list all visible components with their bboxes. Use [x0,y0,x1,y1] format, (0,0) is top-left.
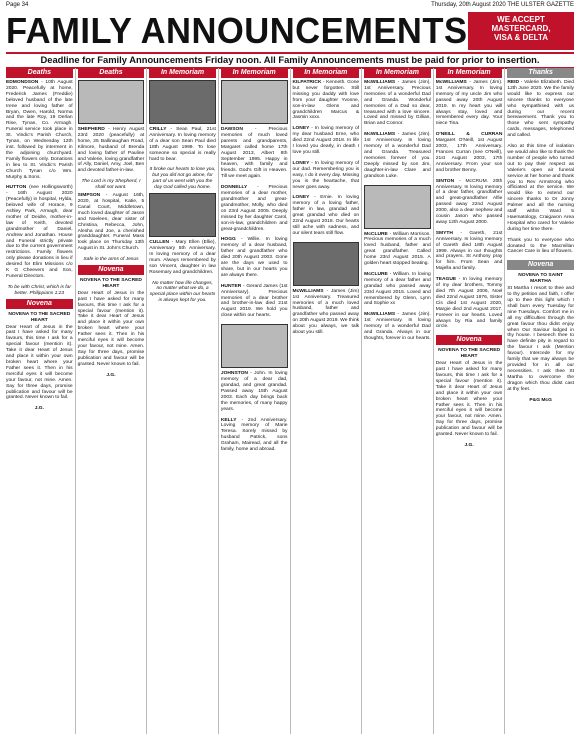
payment-badge [468,12,574,50]
column-6 [434,68,506,734]
notice-text: - James (Jim). 1st Anniversary. In loving memory of a wonderful Dad and Granda. Always in our thoughts, forever in our hearts. [364,312,431,341]
notice [78,193,145,252]
notice [6,185,73,280]
badge-line3: VISA & DELTA [493,33,549,42]
notice-name: EDMONDSON [6,80,39,85]
notice [221,371,288,412]
notice [6,80,73,180]
novena-text: St Martha I resort to thee and to thy petition and faith, I offer up to thee this light which I shall burn every Tuesday for nine Tuesdays. Comfort me in all my difficulties through the great favour thou didst enjoy when Our Saviour lodged in thy house. I beseech thee to have definite pity in regard to the favour I ask (Mention favour). Intercede for my family that we may always be provided for in all our necessities. I ask thee St Martha to overcome the dragon which thou didst cast at thy feet. [507,286,574,392]
notice [507,144,574,233]
photo [221,324,288,368]
notice-text: - John. In loving memory of a dear dad, grandad, and great grandad. Passed away 15th August 2003. Each day brings back the memories, of many happy years. [220,371,288,412]
photo [221,80,288,124]
notice-name: DAWSON [220,127,243,132]
column-7 [505,68,576,734]
column-heading: Thanks [507,68,574,78]
notice [436,132,503,173]
notice [221,237,288,278]
photo [364,185,431,229]
notice-name: CRILLY [149,127,167,132]
notice-text: Margaret O'Neill, 1st August 2003, 17th Anniversary. Frances Curran (nee O'Neill), 21st August 2003, 17th Anniversary. From your son and brother Benny. [435,138,503,173]
badge-line2: MASTERCARD, [491,24,551,33]
notice [149,127,216,162]
notice-name: SIMPSON [77,193,101,199]
notice-text: - James (Jim) 1st Anniversary. Treasured memories of a much loved husband, father and grandfather who passed away on 20th August 2019. We think about you always, we talk about you still. [292,288,360,336]
novena-title: NOVENA TO THE SACRED HEART [79,278,142,289]
notice-name: McWILLIAMS [364,312,396,318]
notice-text: - Willie. In loving memory of a dear husband, father and grandfather who died 20th August 2003. Gone are the days we used to share, but in our hearts you are always there. [220,237,288,278]
photo [293,242,360,286]
notice [293,80,360,121]
novena-text: Dear Heart of Jesus in the past I have asked for many favours, this time I ask for a special favour (mention it). Take it dear Heart of Jesus and place it within your own broken heart where your Father sees it. Then in his merciful eyes it will become your favour, not mine. Amen. Say for three days, promise publication and favour will be granted. Never known to fail. [77,290,145,367]
novena-signature: J.G. [34,406,44,412]
notice [221,185,288,232]
notice-text: (nee Hollingsworth) - 16th August 2020 (Peacefully) in hospital, Hylda, beloved wife of Horace, 9 Ashley Park, Armagh, dear mother of Deidre, mother-in-law of Keith, devoted grandmother of Daniel, Andrew and Jonathan. House and Funeral strictly private due to the current government restrictions. Family flowers only please donations in lieu if desired for Elim Missions c/o K G Cheevers and Son, Funeral Directors. [6,185,73,279]
notice-name: HUTTON [6,185,27,191]
notice-name: LONEY [292,195,310,201]
photo [78,80,145,124]
notice-name: McCLURE [364,231,388,237]
column-5 [362,68,434,734]
notice [364,132,431,179]
notice [436,179,503,226]
notice [78,127,145,174]
notice-text: - Precious memories of much loved parents and grandparents, Margaret called home 17th August 2013, Albert 8th September 1995. Happy in heaven, with family and friends. God's Gift in Heaven. Till we meet again. [220,127,288,180]
page-number: Page 34 [6,2,29,8]
notice-text: - James (Jim). 1st Anniversary. Precious memories of a wonderful Dad and Granda. Wonderful memories of a Dad so dear, treasured with a love sincere. Loved and missed by Gillian, Brian and Connor. [364,80,431,127]
notice [149,240,216,275]
notice-text: - Gareth, 21st Anniversary. In loving memory of Gareth died 18th August 1999. Always in our thoughts and prayers. St Anthony pray for him. From Sean and Majella and family. [435,230,503,272]
notice [364,80,431,127]
deadline-banner: Deadline for Family Announcements Friday noon. All Family Announcements must be paid for prior to insertion. [6,52,574,69]
notice-text: - Precious memories of a dear mother, grandmother and great-grandmother, Molly, who died on 23rd August 2005. Deeply missed by her daughter Carol, son-in-law, grandchildren and great-grandchildren. [220,185,288,232]
announcement-columns [4,68,576,734]
notice-name: CULLEN [149,240,170,246]
notice [507,238,574,256]
column-heading: Deaths [78,68,145,78]
column-heading: In Memoriam [364,68,431,78]
notice-verse: No matter how life changes, no matter what we do, a special place within our hearts is always kept for you. [149,280,216,304]
column-heading: In Memoriam [293,68,360,78]
notice-text: - August 16th, 2020, at hospital, Katie, 5 Canal Court, Middletown, much loved daughter of Jason and Noeleen, dear sister of Christina, Rebecca, John, Alesha and Joe, a cherished granddaughter. Funeral Mass took place on Thursday 13th August in St. John's Church. [77,193,145,252]
novena-text: Dear Heart of Jesus in the past I have asked for many favours, this time I ask for a special favour (mention it). Take it dear Heart of Jesus and place it within your own broken heart where your Father sees it. Then in his merciful eyes it will become your favour, not mine. Amen. Say for three days, promise publication and favour will be granted. Never known to fail. [435,361,503,438]
column-4 [291,68,363,734]
notice-text: - William. In loving memory of a dear father and grandad who passed away 23rd August 2015. Loved and remembered by Glenn, Lynn and Sophie xx [364,271,431,307]
notice-name: HOGG [220,237,236,243]
notice-name: LONEY [292,160,310,166]
notice-text: Also at this time of isolation we would also like to thank the number of people who turned out to pay their respect as Valerie's open air funeral service at her home and thank you to Rev Armstrong who officiated at the service. We would like to extend our sincere thanks to Dr Jonny Palmer and all the nursing staff within Ward 5 Haematology, Craigavon Area Hospital who cared for Valerie during her time there. [507,144,574,232]
notice-name: McCLURE [364,271,388,277]
notice-name: McWILLIAMS [292,288,324,294]
notice-text: - Valerie Elizabeth. Died 12th June 2020. We the family would like to express our sincere thanks to everyone who sympathised with us during our recent bereavement. Thank you to those who sent sympathy cards, messages, telephoned and called. [507,80,574,139]
page-date: Thursday, 20th August 2020 THE ULSTER GAZETTE [431,2,574,8]
notice-name: LONEY [292,126,310,132]
notice-text: - Kenneth. Gone but never forgotten. Still missing you daddy with love from your daughter Yvonne, son-in-law Glenn and grandchildren Marcus & Jasmin xxxx. [292,80,360,121]
notice-name: SINTON [435,178,455,184]
notice [436,80,503,127]
novena-heading: Novena [78,265,145,275]
notice [364,232,431,267]
page-title: FAMILY ANNOUNCEMENTS [6,10,468,51]
notice-text: - Henry August 23rd 2020 (peacefully) at home, 25 Ballinaughan Road, Kilmore, husband of Brenda and loving father of Pauline and Valerie, loving grandfather of Ally, Daniel, Amy, Joel, Ben and devoted father-in-law. [77,127,145,174]
notice-text: - In loving memory of our dad. Remembering you is easy, I do it every day. Missing you is the heartache, that never goes away. [292,160,360,190]
notice [364,312,431,342]
notice-name: JOHNSTON [220,371,248,377]
notice [221,284,288,319]
notice-name: TEAGUE [435,277,457,283]
notice-text: - James (Jim). 1st Anniversary. In loving memory of a wonderful Dad and Granda. Treasured memories forever of you. Deeply missed by son Jim, daughter-in-law Clare and grandson Luke. [364,132,431,179]
novena-signature: J.G. [464,442,474,448]
column-heading: In Memoriam [221,68,288,78]
notice [364,272,431,307]
notice [507,80,574,139]
novena-heading: Novena [507,260,574,270]
novena-signature: P&G McG [529,397,552,403]
notice-name: McWILLIAMS [364,80,396,85]
notice [221,418,288,453]
badge-line1: WE ACCEPT [497,15,545,24]
notice-name: McWILLIAMS [364,132,396,138]
column-heading: Deaths [6,68,73,78]
notice-name: SMYTH [435,230,453,236]
notice-text: - Mary Ellen (Ellie), Anniversary 5th Anniversary. In loving memory of a dear mum. Always remembered by son Vincent, daughter in law Rosemary and grandchildren. [149,240,216,275]
notice-text: Thank you to everyone who donated to the Macmillan Cancer Care in lieu of flowers. [507,237,574,255]
notice-text: - 10th August 2020. Peacefully at home, Frederick James (Freddie) beloved husband of the late Irene and loving father of Bryan, Owen, Harold, Norma and the late Roy, 19 Derlan Rise, Tynan, Co. Armagh. Funeral service took place in St. Vindic's Parish Church, Tynan, on Wednesday 12th inst. followed by interment in the adjoining churchyard. Family flowers only. Donations in lieu to St. Vindic's Parish Church Tynan c/o Wm. Murphy & Sons. [6,80,73,180]
notice-text: - In loving memory of my dear husband Erne, who died 22nd August 2018. In life I loved you dearly, in death I love you still. [292,126,360,155]
notice-text: - William Morrison. Precious memories of a much loved husband, father and great grandfather. Called home 23rd August 2015. A golden heart stopped beating. [364,231,431,267]
page-header [6,2,574,10]
notice-name: SHEPHERD [77,127,105,132]
notice [436,277,503,330]
notice-text: - In loving memory of my dear brothers, Tommy died 7th August 2006, Noel died 22nd August 1976, Sister Cis died 1st August 2020, Margie died 2nd August 2017. Forever in our hearts. Loved always by Ria and family circle. [435,277,503,330]
notice-text: - James (Jim). 1st Anniversary. In loving memory of my uncle Jim who passed away 20th August 2019. In my heart you will always stay, loved and remembered every day. Your niece Tina. [435,80,503,127]
notice-name: KILPATRICK [292,80,322,85]
notice-text: - Ernie. In loving memory of a loving father, father in law, grandad and great grandad who died on 22nd August 2018. Our hearts still ache with sadness, and our silent tears still flow. [292,195,360,236]
column-heading: In Memoriam [149,68,216,78]
novena-signature: J.G. [106,372,116,378]
notice-text: - 2nd Anniversary. Loving memory of Marie Teresa. Sorely missed by husband Patrick, sons Graham, Mairead, and all the family, home and abroad. [220,417,288,453]
notice-name: REID [507,80,520,85]
notice [293,161,360,191]
photo [149,80,216,124]
notice-verse: It broke our hearts to lose you, but you did not go alone, for part of us went with you the day God called you home. [149,167,216,191]
notice-name: DONNELLY [220,185,248,191]
notice-name: KELLY [220,417,237,423]
notice-verse: Safe in the arms of Jesus [83,257,139,263]
column-1 [76,68,148,734]
column-2 [147,68,219,734]
notice-verse: To be with Christ, which is far better. Philippians 1:23 [7,284,72,296]
notice [293,289,360,336]
notice [436,231,503,272]
column-heading: In Memoriam [436,68,503,78]
novena-text: Dear Heart of Jesus in the past I have asked for many favours, this time I ask for a special favour (mention it). Take it dear Heart of Jesus and place it within your own broken heart where your Father sees it. Then in his merciful eyes it will become your favour, not mine. Amen. Say for three days, promise publication and favour will be granted. Never known to fail. [6,324,73,401]
column-0 [4,68,76,734]
notice-text: - Sean Paul, 21st Anniversary. In loving memory of a dear son Sean Paul died 18th August 1999. To lose someone so special is really hard to bear. [149,127,216,162]
novena-title: NOVENA TO THE SACRED HEART [8,311,71,323]
notice-text: - McCRUM. 20th Anniversary. In loving memory of a dear father, grandfather and great-grandfather Alfie passed away 22nd August 2000, also a dear nephew and cousin Jason who passed away 12th August 2000. [435,178,503,225]
notice-text: - Gerard James (1st Anniversary). Precious memories of a dear brother and brother-in-law died 21st August 2019. We hold you close within our hearts. [220,283,288,319]
notice-name: O'NEILL & CURRAN [435,132,503,138]
notice-name: HUNTER [220,283,242,289]
notice [221,127,288,180]
notice [293,126,360,156]
novena-title: NOVENA TO SAINT MARTHA [518,273,564,285]
notice [293,195,360,236]
notice-verse: The Lord is my Shepherd, I shall not want. [81,179,141,191]
photo [149,193,216,237]
novena-heading: Novena [436,335,503,345]
notice-name: McWILLIAMS [435,80,467,85]
novena-heading: Novena [6,299,73,309]
column-3 [219,68,291,734]
novena-title: NOVENA TO THE SACRED HEART [438,348,501,360]
